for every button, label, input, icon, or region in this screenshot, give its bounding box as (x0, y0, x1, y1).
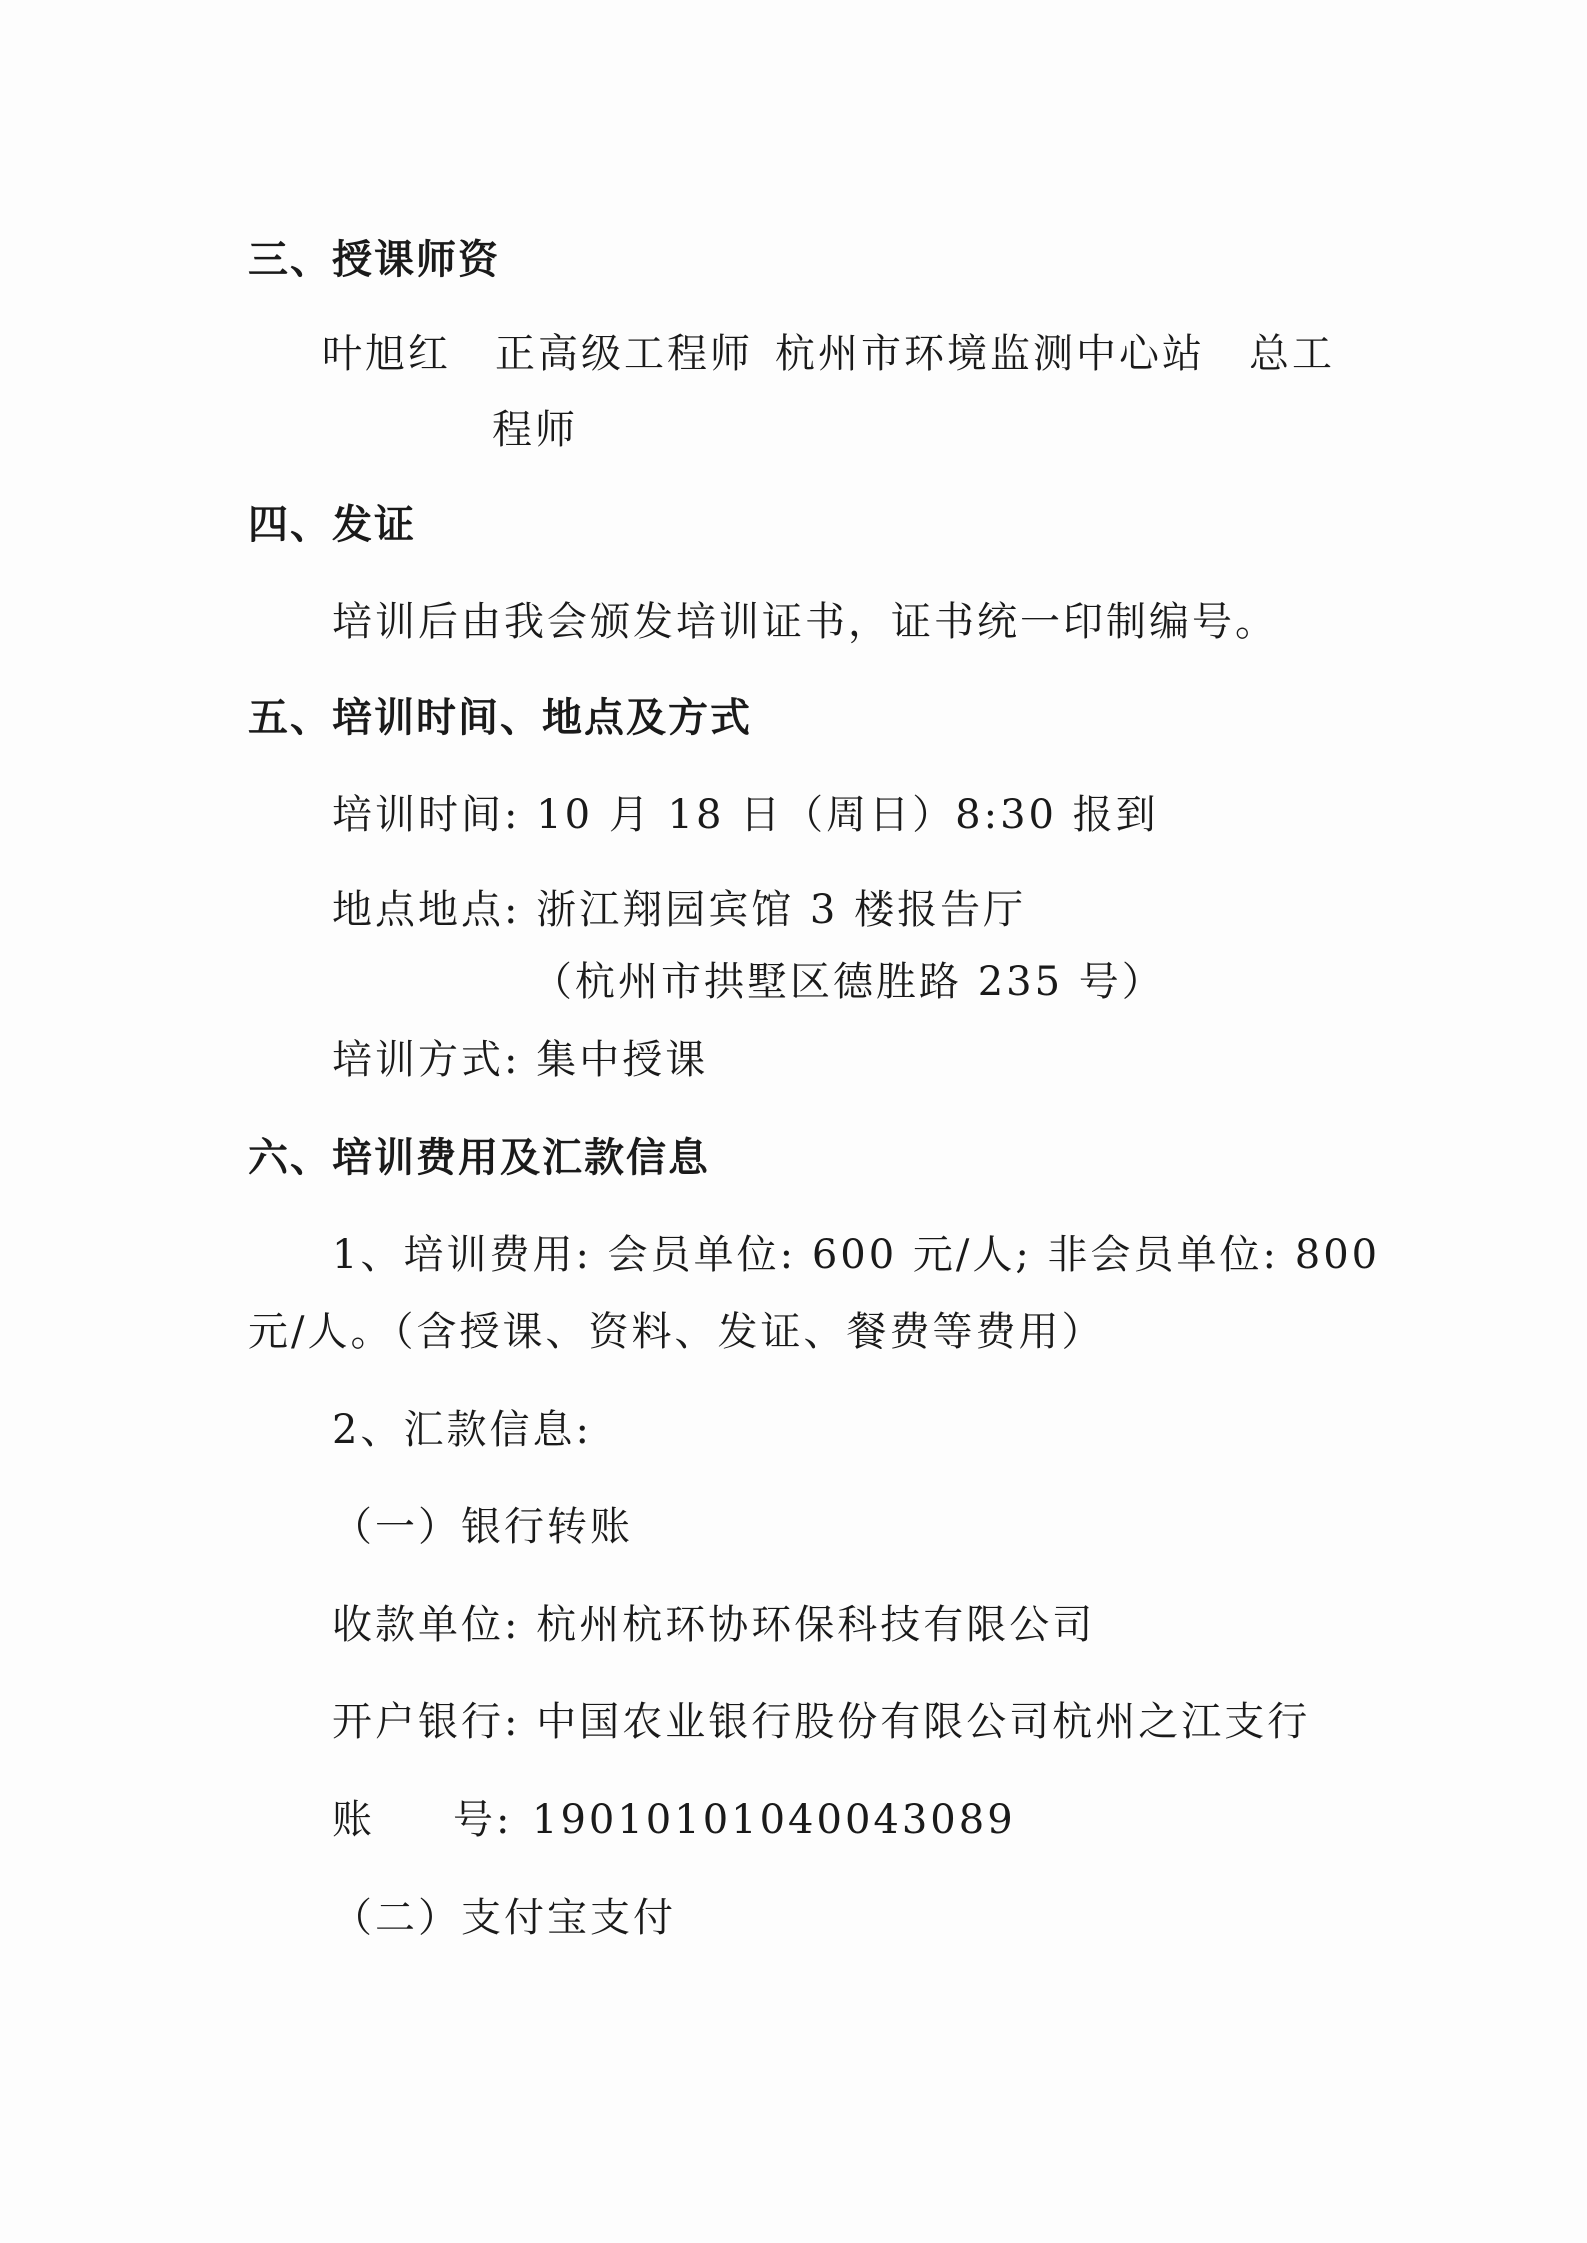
alipay-heading: （二）支付宝支付 (332, 1895, 676, 1941)
account-label (332, 1790, 532, 1850)
training-place-label: 地点地点: (332, 887, 521, 933)
remit-info-title: 2、汇款信息: (332, 1407, 592, 1453)
bank-transfer-heading: （一）银行转账 (332, 1504, 633, 1550)
training-time-label: 培训时间: (332, 792, 521, 838)
payee-label: 收款单位: (332, 1602, 521, 1648)
account-label-a: 账 (332, 1797, 375, 1843)
account-label-b: 号: (453, 1797, 513, 1843)
training-place-address: （杭州市拱墅区德胜路 235 号） (532, 959, 1165, 1005)
teacher-role-part2: 程师 (492, 407, 578, 453)
certificate-text: 培训后由我会颁发培训证书，证书统一印制编号。 (332, 599, 1278, 645)
teacher-name: 叶旭红 (322, 331, 451, 377)
training-place-value: 浙江翔园宾馆 3 楼报告厅 (536, 887, 1027, 933)
teacher-org: 杭州市环境监测中心站 (775, 331, 1205, 377)
teacher-role-part1: 总工 (1249, 331, 1335, 377)
section-heading-fees: 六、培训费用及汇款信息 (248, 1135, 710, 1181)
teacher-title: 正高级工程师 (495, 331, 753, 377)
training-place-row (332, 880, 1026, 940)
bank-row (332, 1692, 1310, 1752)
teacher-line (322, 324, 1335, 384)
fee-line-2: 元/人。（含授课、资料、发证、餐费等费用） (248, 1309, 1105, 1355)
bank-label: 开户银行: (332, 1699, 521, 1745)
training-method-row (332, 1030, 708, 1090)
section-heading-teacher: 三、授课师资 (248, 237, 500, 283)
bank-value: 中国农业银行股份有限公司杭州之江支行 (536, 1699, 1311, 1745)
training-time-row (332, 785, 1159, 845)
account-number: 19010101040043089 (532, 1797, 1016, 1843)
training-time-value: 10 月 18 日（周日）8:30 报到 (536, 792, 1159, 838)
section-heading-schedule: 五、培训时间、地点及方式 (248, 695, 752, 741)
training-method-value: 集中授课 (536, 1037, 709, 1083)
payee-value: 杭州杭环协环保科技有限公司 (536, 1602, 1096, 1648)
account-row (332, 1790, 1016, 1850)
training-method-label: 培训方式: (332, 1037, 521, 1083)
payee-row (332, 1595, 1095, 1655)
section-heading-certificate: 四、发证 (248, 502, 416, 548)
fee-line-1: 1、培训费用: 会员单位: 600 元/人; 非会员单位: 800 (332, 1232, 1381, 1278)
